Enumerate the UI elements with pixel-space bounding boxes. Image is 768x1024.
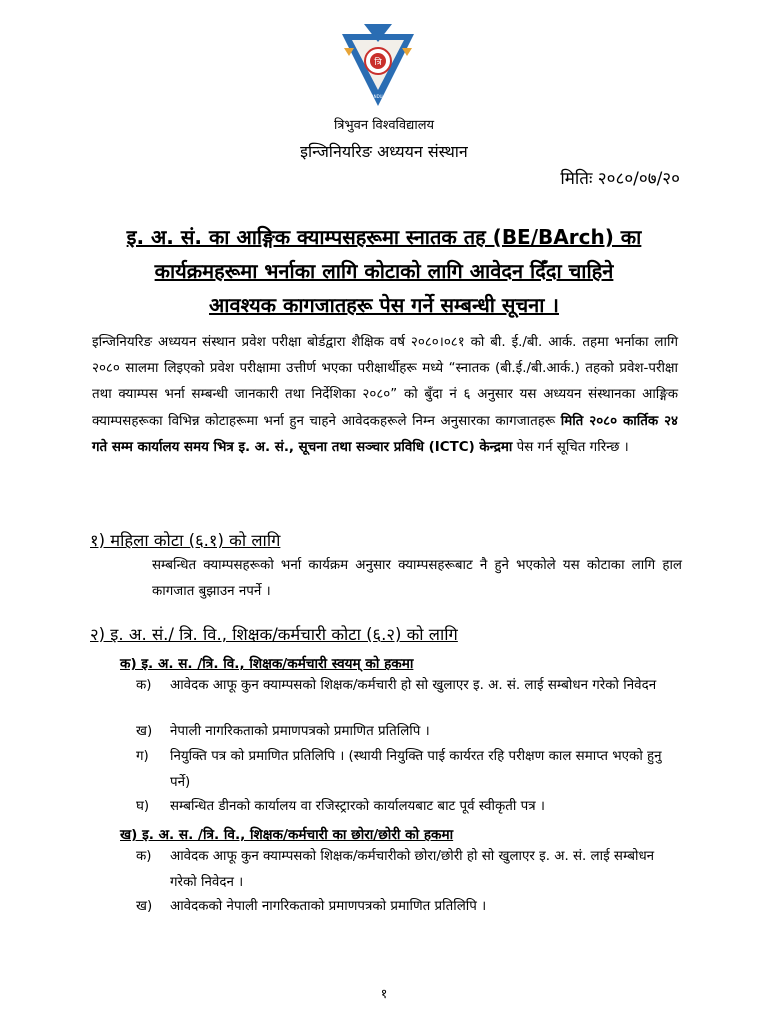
list-marker: क) bbox=[136, 849, 152, 864]
list-marker: ग) bbox=[136, 749, 149, 764]
list-item-text: सम्बन्धित डीनको कार्यालय वा रजिस्ट्रारको कार्यालयबाट बाट पूर्व स्वीकृती पत्र । bbox=[170, 799, 545, 814]
subsection-b-heading: ख) इ. अ. स. /त्रि. वि., शिक्षक/कर्मचारी का छोरा/छोरी को हकमा bbox=[120, 827, 454, 843]
list-item bbox=[136, 894, 684, 920]
intro-deadline: मिति २०८० कार्तिक २४ गते सम्म कार्यालय समय भित्र इ. अ. सं., सूचना तथा सञ्चार प्रविधि (ICTC) केन्द्रमा bbox=[92, 413, 678, 455]
section-2-heading: २) इ. अ. सं./ त्रि. वि., शिक्षक/कर्मचारी कोटा (६.२) को लागि bbox=[90, 625, 458, 644]
title-line-1: इ. अ. सं. का आङ्गिक क्याम्पसहरूमा स्नातक तह (BE/BArch) का bbox=[126, 225, 642, 249]
intro-text: इन्जिनियरिङ अध्ययन संस्थान प्रवेश परीक्षा बोर्डद्वारा शैक्षिक वर्ष २०८०।०८१ को बी. ई./बी. आर्क. तहमा भर्नाका लागि २०८० सालमा लिइएको प्रवेश परीक्षामा उत्तीर्ण भएका परीक्षार्थीहरू मध्ये “स्नातक (बी.ई./बी.आर्क.) तहको प्रवेश-परीक्षा तथा क्याम्पस भर्ना सम्बन्धी जानकारी तथा निर्देशिका २०८०” को बुँदा नं ६ अनुसार यस अध्ययन संस्थानका आङ्गिक क्याम्पसहरूका विभिन्न कोटाहरूमा भर्ना हुन चाहने आवेदकहरूले निम्न अनुसारका कागजातहरू bbox=[92, 335, 678, 429]
section-1-heading: १) महिला कोटा (६.१) को लागि bbox=[90, 531, 281, 550]
list-item-text: नेपाली नागरिकताको प्रमाणपत्रको प्रमाणित प्रतिलिपि । bbox=[170, 724, 430, 739]
notice-date: मितिः २०८०/०७/२० bbox=[560, 169, 680, 189]
institute-name: इन्जिनियरिङ अध्ययन संस्थान bbox=[300, 142, 468, 161]
tribhuvan-university-logo bbox=[338, 18, 418, 114]
page-number: १ bbox=[380, 987, 388, 1002]
list-item-text: आवेदक आफू कुन क्याम्पसको शिक्षक/कर्मचारी हो सो खुलाएर इ. अ. सं. लाई सम्बोधन गरेको निवेदन bbox=[170, 678, 657, 693]
list-item bbox=[136, 744, 684, 796]
list-item-text: नियुक्ति पत्र को प्रमाणित प्रतिलिपि । (स्थायी नियुक्ति पाई कार्यरत रहि परीक्षण काल समाप्त भएको हुनु पर्ने) bbox=[170, 749, 662, 790]
list-item bbox=[136, 794, 684, 820]
notice-title bbox=[70, 220, 698, 322]
svg-text:त्रि: त्रि bbox=[374, 58, 382, 68]
section-1-note: सम्बन्धित क्याम्पसहरूको भर्ना कार्यक्रम अनुसार क्याम्पसहरूबाट नै हुने भएकोले यस कोटाका लागि हाल कागजात बुझाउन नपर्ने । bbox=[152, 558, 682, 599]
list-marker: ख) bbox=[136, 724, 153, 739]
title-line-3: आवश्यक कागजातहरू पेस गर्ने सम्बन्धी सूचना । bbox=[209, 293, 559, 317]
list-item-text: आवेदकको नेपाली नागरिकताको प्रमाणपत्रको प्रमाणित प्रतिलिपि । bbox=[170, 899, 487, 914]
list-item bbox=[136, 719, 684, 745]
svg-text:KATHMANDU · NEPAL: KATHMANDU · NEPAL bbox=[356, 94, 400, 99]
university-name: त्रिभुवन विश्वविद्यालय bbox=[333, 118, 435, 133]
list-item bbox=[136, 844, 684, 896]
list-item-text: आवेदक आफू कुन क्याम्पसको शिक्षक/कर्मचारीको छोरा/छोरी हो सो खुलाएर इ. अ. सं. लाई सम्बोधन गरेको निवेदन । bbox=[170, 849, 655, 890]
intro-tail: पेस गर्न सूचित गरिन्छ । bbox=[512, 439, 629, 455]
list-marker: घ) bbox=[136, 799, 150, 814]
intro-paragraph bbox=[92, 330, 678, 461]
list-marker: ख) bbox=[136, 899, 153, 914]
list-item bbox=[136, 673, 684, 699]
title-line-2: कार्यक्रमहरूमा भर्नाका लागि कोटाको लागि आवेदन दिँदा चाहिने bbox=[154, 259, 614, 283]
subsection-a-heading: क) इ. अ. स. /त्रि. वि., शिक्षक/कर्मचारी स्वयम् को हकमा bbox=[120, 656, 414, 672]
list-marker: क) bbox=[136, 678, 152, 693]
